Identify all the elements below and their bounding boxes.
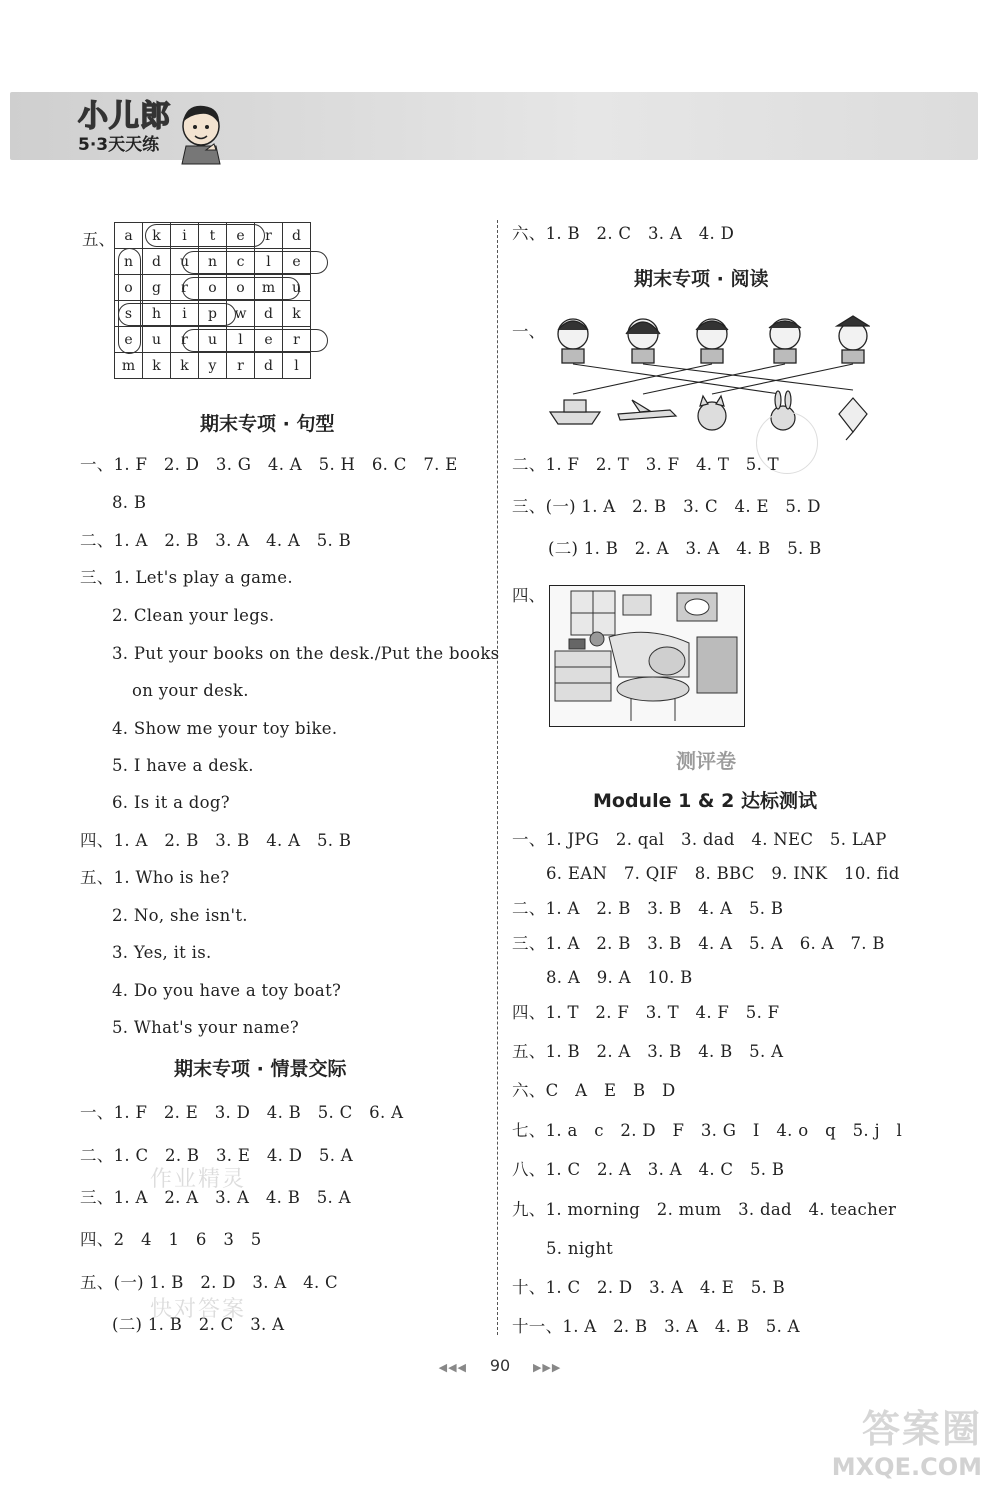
grid-cell: d xyxy=(255,353,283,379)
answer-line: 3. Put your books on the desk./Put the books xyxy=(112,644,500,663)
answer-line: (二) 1. B 2. A 3. A 4. B 5. B xyxy=(548,539,822,558)
answer-line: 十一、1. A 2. B 3. A 4. B 5. A xyxy=(512,1317,800,1336)
answer-line: 4. Show me your toy bike. xyxy=(112,719,338,738)
grid-row xyxy=(115,353,311,379)
answer-line: 八、1. C 2. A 3. A 4. C 5. B xyxy=(512,1160,785,1179)
logo-subtitle: 5·3天天练 xyxy=(78,135,160,155)
column-divider xyxy=(497,220,498,1335)
mascot-boy-icon xyxy=(176,100,226,166)
grid-cell: r xyxy=(171,327,199,353)
matching-picture xyxy=(540,312,870,442)
plane-icon xyxy=(618,400,676,420)
grid-cell: m xyxy=(115,353,143,379)
grid-cell: w xyxy=(227,301,255,327)
grid-cell: e xyxy=(255,327,283,353)
grid-cell: l xyxy=(255,249,283,275)
answer-line: (二) 1. B 2. C 3. A xyxy=(112,1315,285,1334)
logo xyxy=(78,100,171,156)
toy-icon xyxy=(649,647,685,675)
answer-oval-ruler xyxy=(182,329,328,352)
grid-cell: u xyxy=(199,327,227,353)
answer-line: 三、1. Let's play a game. xyxy=(80,568,293,587)
answer-oval-uncle xyxy=(182,251,328,274)
grid-cell: m xyxy=(255,275,283,301)
answer-line: 2. No, she isn't. xyxy=(112,906,248,925)
grid-cell: o xyxy=(115,275,143,301)
answer-line: 四、2 4 1 6 3 5 xyxy=(80,1230,262,1249)
wordsearch-label: 五、 xyxy=(82,230,115,249)
section-title-module-test: Module 1 & 2 达标测试 xyxy=(593,790,817,812)
section-title-sentences: 期末专项 · 句型 xyxy=(200,413,335,435)
page-number: 90 xyxy=(489,1356,511,1375)
grid-cell: e xyxy=(283,249,311,275)
answer-line: 三、(一) 1. A 2. B 3. C 4. E 5. D xyxy=(512,497,821,516)
grid-cell: k xyxy=(283,301,311,327)
grid-cell: c xyxy=(227,249,255,275)
answer-oval-room xyxy=(182,277,300,300)
answer-line: 四、1. A 2. B 3. B 4. A 5. B xyxy=(80,831,352,850)
desk-icon xyxy=(555,651,611,701)
grid-cell: d xyxy=(283,223,311,249)
next-arrows-icon: ▶▶▶ xyxy=(532,1361,562,1374)
grid-cell: a xyxy=(115,223,143,249)
child-face-icon xyxy=(558,319,588,363)
grid-cell: p xyxy=(199,301,227,327)
grid-cell: g xyxy=(143,275,171,301)
kite-icon xyxy=(839,398,867,440)
answer-line: 6. Is it a dog? xyxy=(112,793,230,812)
answer-line: 三、1. A 2. A 3. A 4. B 5. A xyxy=(80,1188,351,1207)
box-icon xyxy=(569,639,585,649)
table-icon xyxy=(617,677,689,701)
answer-line: 一、1. F 2. E 3. D 4. B 5. C 6. A xyxy=(80,1103,404,1122)
grid-cell: l xyxy=(283,353,311,379)
grid-cell: r xyxy=(171,275,199,301)
answer-line: 二、1. A 2. B 3. B 4. A 5. B xyxy=(512,899,784,918)
inner-watermark-b: 快对答案 xyxy=(150,1297,247,1322)
section-title-reading: 期末专项 · 阅读 xyxy=(634,268,769,290)
section-title-situational: 期末专项 · 情景交际 xyxy=(174,1058,347,1080)
watermark-logo-text: 答案圈 xyxy=(861,1407,982,1451)
grid-cell: r xyxy=(283,327,311,353)
answer-line: on your desk. xyxy=(132,681,249,700)
child-face-icon xyxy=(837,316,869,363)
grid-cell: i xyxy=(171,223,199,249)
answer-line: 四、1. T 2. F 3. T 4. F 5. F xyxy=(512,1003,780,1022)
page-footer xyxy=(0,1356,1000,1375)
boat-icon xyxy=(550,400,600,424)
answer-line: 3. Yes, it is. xyxy=(112,943,212,962)
grid-cell: u xyxy=(143,327,171,353)
grid-cell: h xyxy=(143,301,171,327)
reading-label-1: 一、 xyxy=(512,322,545,341)
answer-line: 一、1. F 2. D 3. G 4. A 5. H 6. C 7. E xyxy=(80,455,458,474)
answer-line: 五、1. B 2. A 3. B 4. B 5. A xyxy=(512,1042,784,1061)
answer-line: 五、1. Who is he? xyxy=(80,868,230,887)
reading-label-4: 四、 xyxy=(512,586,545,605)
answer-line: 6. EAN 7. QIF 8. BBC 9. INK 10. fid xyxy=(546,864,900,883)
grid-cell: e xyxy=(227,223,255,249)
answer-line: 五、(一) 1. B 2. D 3. A 4. C xyxy=(80,1273,338,1292)
answer-line: 5. night xyxy=(546,1239,614,1258)
grid-cell: o xyxy=(227,275,255,301)
grid-cell: u xyxy=(171,249,199,275)
grid-cell: d xyxy=(255,301,283,327)
answer-oval-nose xyxy=(118,248,141,354)
answer-line: 七、1. a c 2. D F 3. G I 4. o q 5. j l xyxy=(512,1121,903,1140)
grid-cell: e xyxy=(115,327,143,353)
answer-line: 8. B xyxy=(112,493,147,512)
answer-line: 8. A 9. A 10. B xyxy=(546,968,693,987)
grid-cell: l xyxy=(227,327,255,353)
answer-line: 5. What's your name? xyxy=(112,1018,300,1037)
grid-cell: i xyxy=(171,301,199,327)
answer-line: 4. Do you have a toy boat? xyxy=(112,981,342,1000)
grid-cell: t xyxy=(199,223,227,249)
cat-icon xyxy=(698,396,726,430)
prev-arrows-icon: ◀◀◀ xyxy=(438,1361,468,1374)
grid-cell: s xyxy=(115,301,143,327)
bed-icon xyxy=(697,637,737,693)
grid-cell: n xyxy=(199,249,227,275)
answer-line: 二、1. C 2. B 3. E 4. D 5. A xyxy=(80,1146,354,1165)
grid-cell: r xyxy=(227,353,255,379)
cat-toy-icon xyxy=(590,632,604,646)
logo-name: 小儿郎 xyxy=(78,99,171,134)
grid-cell: k xyxy=(171,353,199,379)
answer-line: 十、1. C 2. D 3. A 4. E 5. B xyxy=(512,1278,786,1297)
grid-cell: k xyxy=(143,353,171,379)
answer-line: 5. I have a desk. xyxy=(112,756,254,775)
grid-cell: o xyxy=(199,275,227,301)
grid-cell: k xyxy=(143,223,171,249)
answer-oval-kite xyxy=(145,224,265,247)
answer-line: 二、1. F 2. T 3. F 4. T 5. T xyxy=(512,455,779,474)
watermark-url: MXQE.COM xyxy=(831,1453,982,1481)
test-paper-heading: 测评卷 xyxy=(676,749,736,773)
child-face-icon xyxy=(769,319,801,363)
child-face-icon xyxy=(696,319,728,363)
grid-cell: r xyxy=(255,223,283,249)
grid-cell: u xyxy=(283,275,311,301)
inner-watermark-a: 作业精灵 xyxy=(150,1167,247,1192)
grid-cell: n xyxy=(115,249,143,275)
answer-line: 九、1. morning 2. mum 3. dad 4. teacher xyxy=(512,1200,897,1219)
answer-line: 一、1. JPG 2. qal 3. dad 4. NEC 5. LAP xyxy=(512,830,887,849)
answer-line: 六、1. B 2. C 3. A 4. D xyxy=(512,224,735,243)
grid-cell: y xyxy=(199,353,227,379)
site-watermark xyxy=(832,1398,982,1481)
answer-line: 二、1. A 2. B 3. A 4. A 5. B xyxy=(80,531,352,550)
answer-line: 六、C A E B D xyxy=(512,1081,676,1100)
answer-line: 2. Clean your legs. xyxy=(112,606,275,625)
grid-cell: d xyxy=(143,249,171,275)
child-face-icon xyxy=(626,319,660,363)
answer-line: 三、1. A 2. B 3. B 4. A 5. A 6. A 7. B xyxy=(512,934,885,953)
room-picture xyxy=(549,585,745,727)
